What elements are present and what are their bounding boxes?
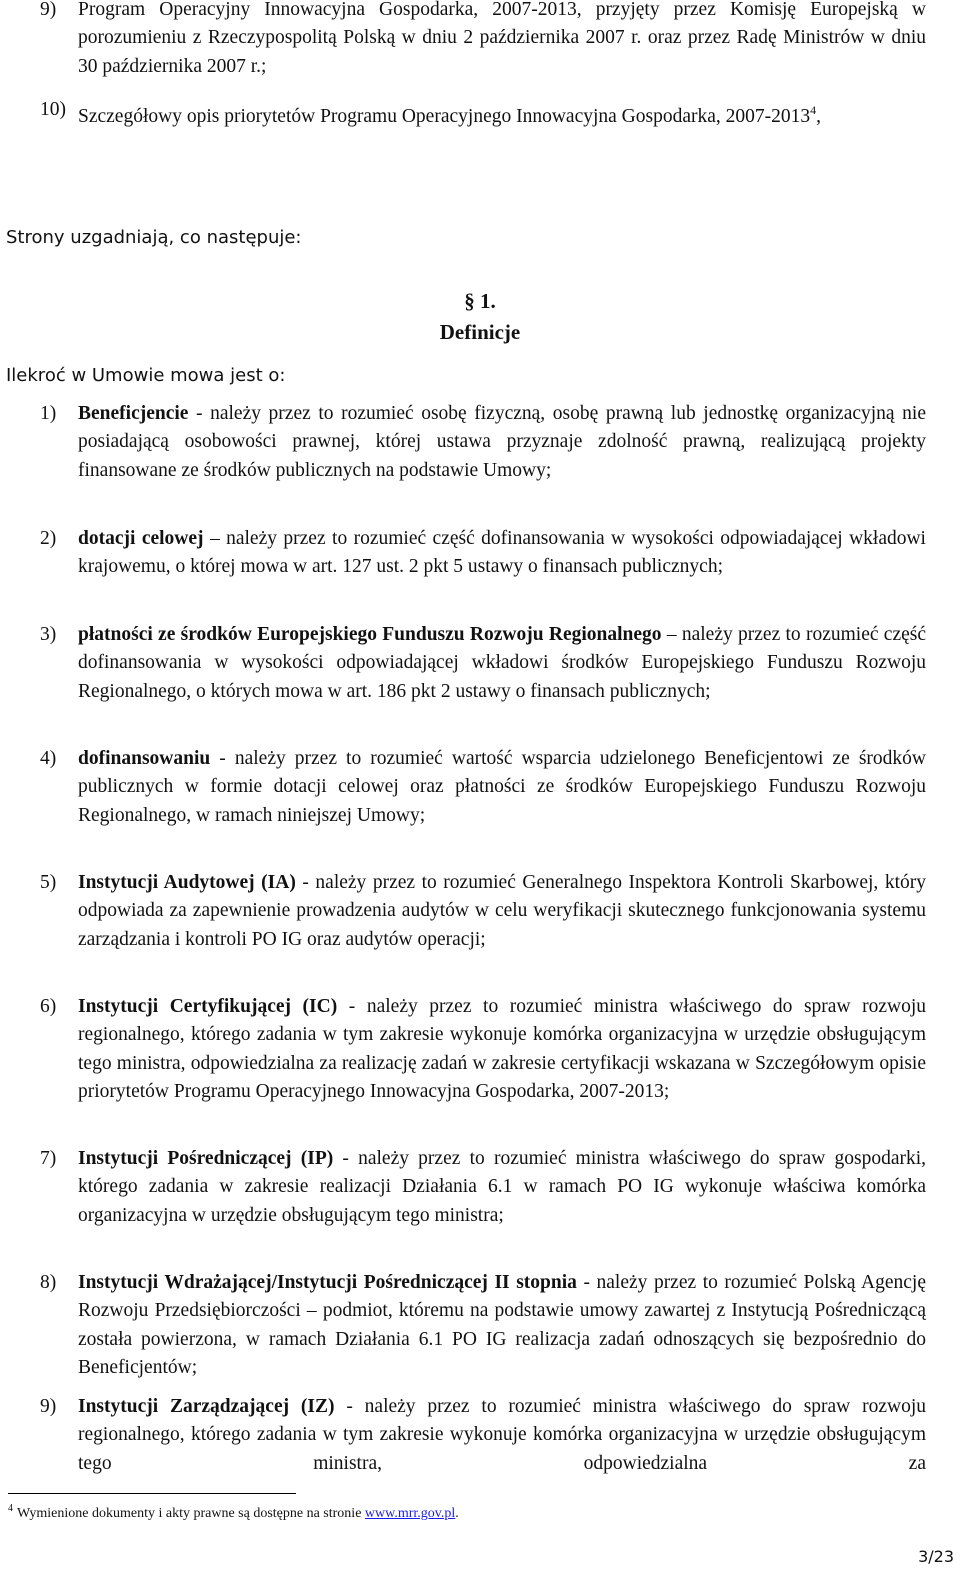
definition-item: [40, 1145, 926, 1230]
definition-item: [40, 869, 926, 954]
definition-term: Beneficjencie: [78, 403, 189, 424]
definition-term: dotacji celowej: [78, 528, 204, 549]
list-number: 4): [40, 748, 57, 769]
definition-text: - należy przez to rozumieć osobę fizyczną, osobę prawną lub jednostkę organizacyjną nie posiadającą osobowości prawnej, której ustawa przyznaje zdolność prawną, realizującą projekty finansowane ze środków publicznych na podstawie Umowy;: [78, 403, 926, 481]
definition-text: - należy przez to rozumieć ministra właściwego do spraw gospodarki, którego zadania w zakresie realizacji Działania 6.1 w ramach PO IG wykonuje właściwa komórka organizacyjna w urzędzie obsługującym tego ministra;: [78, 1148, 927, 1226]
definition-text: – należy przez to rozumieć część dofinansowania w wysokości odpowiadającej wkładowi środków Europejskiego Funduszu Rozwoju Regionalnego, o których mowa w art. 186 pkt 2 ustawy o finansach publicznych;: [78, 624, 926, 702]
footnote: [8, 1498, 459, 1525]
agreement-line: Strony uzgadniają, co następuje:: [6, 227, 302, 248]
section-title: Definicje: [439, 320, 521, 344]
footnote-separator: [8, 1493, 296, 1494]
list-number: 9): [40, 0, 57, 20]
page-number: 3/23: [918, 1547, 954, 1566]
list-number: 7): [40, 1148, 57, 1169]
footnote-text: Wymienione dokumenty i akty prawne są dostępne na stronie: [17, 1506, 365, 1521]
definition-item: [40, 993, 926, 1106]
definition-item: [40, 525, 926, 582]
footnote-link[interactable]: www.mrr.gov.pl: [364, 1506, 456, 1521]
definition-item: [40, 745, 926, 830]
list-text-after: ,: [816, 106, 822, 127]
list-number: 2): [40, 528, 57, 549]
definition-text: - należy przez to rozumieć ministra właściwego do spraw rozwoju regionalnego, którego zadania w tym zakresie wykonuje komórka organizacyjna w urzędzie obsługującym tego ministra, odpowiedzialna za: [78, 1396, 926, 1474]
definition-text: - należy przez to rozumieć ministra właściwego do spraw rozwoju regionalnego, którego zadania w tym zakresie wykonuje komórka organizacyjna w urzędzie obsługującym tego ministra, odpowiedzialna za realizację zadań w zakresie certyfikacji wskazana w Szczegółowym opisie priorytetów Programu Operacyjnego Innowacyjna Gospodarka, 2007-2013;: [78, 996, 926, 1102]
definition-item: [40, 1393, 926, 1478]
definition-text: – należy przez to rozumieć część dofinansowania w wysokości odpowiadającej wkładowi krajowemu, o której mowa w art. 127 ust. 2 pkt 5 ustawy o finansach publicznych;: [78, 528, 926, 578]
definition-item: [40, 400, 926, 485]
definition-term: Instytucji Certyfikującej (IC): [78, 996, 338, 1017]
definition-term: Instytucji Pośredniczącej (IP): [78, 1148, 334, 1169]
footnote-ref[interactable]: 4: [810, 103, 817, 117]
list-number: 1): [40, 403, 57, 424]
list-number: 8): [40, 1272, 57, 1293]
definition-text: - należy przez to rozumieć Generalnego Inspektora Kontroli Skarbowej, który odpowiada za zapewnienie prowadzenia audytów w celu weryfikacji skutecznego funkcjonowania systemu zarządzania i kontroli PO IG oraz audytów operacji;: [78, 872, 927, 950]
definition-term: Instytucji Audytowej (IA): [78, 872, 296, 893]
definition-item: [40, 621, 926, 706]
section-symbol: § 1.: [464, 289, 496, 313]
intro-item-9: [40, 0, 926, 81]
definition-text: - należy przez to rozumieć Polską Agencję Rozwoju Przedsiębiorczości – podmiot, któremu na podstawie umowy zawartej z Instytucją Pośredniczącą została powierzona, w ramach Działania 6.1 PO IG realizacja zadań odnoszących się bezpośrednio do Beneficjentów;: [78, 1272, 926, 1378]
list-text: [78, 96, 926, 131]
definition-term: Instytucji Wdrażającej/Instytucji Pośredniczącej II stopnia: [78, 1272, 577, 1293]
list-number: 9): [40, 1396, 57, 1417]
definition-term: Instytucji Zarządzającej (IZ): [78, 1396, 335, 1417]
list-number: 6): [40, 996, 57, 1017]
definition-term: dofinansowaniu: [78, 748, 211, 769]
list-number: 10): [40, 99, 66, 120]
list-text: Program Operacyjny Innowacyjna Gospodarka, 2007-2013, przyjęty przez Komisję Europejską w porozumieniu z Rzeczypospolitą Polską w dniu 2 października 2007 r. oraz przez Radę Ministrów w dniu 30 października 2007 r.;: [78, 0, 926, 77]
list-text-main: Szczegółowy opis priorytetów Programu Operacyjnego Innowacyjna Gospodarka, 2007-2013: [78, 106, 811, 127]
list-number: 3): [40, 624, 57, 645]
definition-item: [40, 1269, 926, 1382]
definition-term: płatności ze środków Europejskiego Funduszu Rozwoju Regionalnego: [78, 624, 662, 645]
definition-text: - należy przez to rozumieć wartość wsparcia udzielonego Beneficjentowi ze środków publicznych w formie dotacji celowej oraz płatności ze środków Europejskiego Funduszu Rozwoju Regionalnego, w ramach niniejszej Umowy;: [78, 748, 926, 826]
intro-item-10: [40, 96, 926, 131]
footnote-number: 4: [8, 1503, 13, 1514]
section-heading: [380, 286, 580, 348]
whenever-line: Ilekroć w Umowie mowa jest o:: [6, 365, 286, 386]
list-number: 5): [40, 872, 57, 893]
footnote-after: .: [455, 1506, 459, 1521]
